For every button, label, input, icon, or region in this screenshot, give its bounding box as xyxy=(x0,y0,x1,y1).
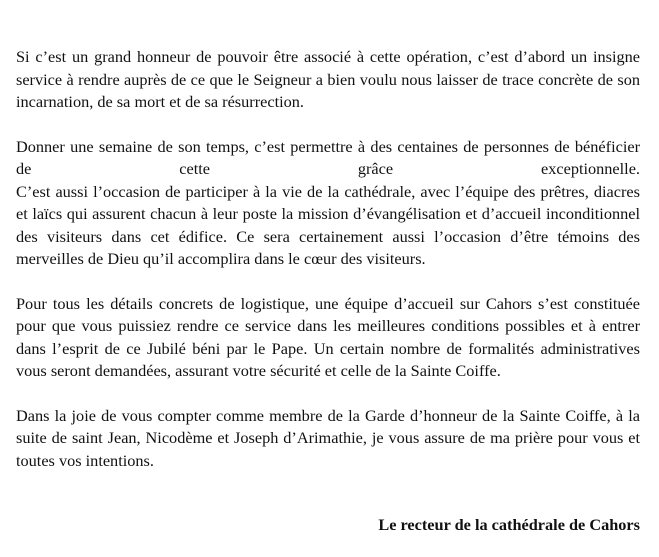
paragraph-logistique: Pour tous les détails concrets de logistique, une équipe d’accueil sur Cahors s’est constituée pour que vous puissiez rendre ce service dans les meilleures conditions possibles et à entrer dans l’esprit de ce Jubilé béni par le Pape. Un certain nombre de formalités administratives vous seront demandées, assurant votre sécurité et celle de la Sainte Coiffe. xyxy=(16,293,640,380)
letter-body xyxy=(16,46,640,472)
paragraph-priere: Dans la joie de vous compter comme membre de la Garde d’honneur de la Sainte Coiffe, à la suite de saint Jean, Nicodème et Joseph d’Arimathie, je vous assure de ma prière pour vous et toutes vos intentions. xyxy=(16,405,640,470)
paragraph-semaine-rest: C’est aussi l’occasion de participer à la vie de la cathédrale, avec l’équipe des prêtres, diacres et laïcs qui assurent chacun à leur poste la mission d’évangélisation et d’accueil inconditionnel des visiteurs dans cet édifice. Ce sera certainement aussi l’occasion d’être témoins des merveilles de Dieu qu’il accomplira dans le cœur des visiteurs. xyxy=(16,181,640,268)
paragraph-semaine-first-line: Donner une semaine de son temps, c’est permettre à des centaines de personnes de bénéficier de cette grâce exceptionnelle. xyxy=(16,136,640,178)
signature: Le recteur de la cathédrale de Cahors xyxy=(378,515,640,534)
paragraph-honneur: Si c’est un grand honneur de pouvoir être associé à cette opération, c’est d’abord un insigne service à rendre auprès de ce que le Seigneur a bien voulu nous laisser de trace concrète de son incarnation, de sa mort et de sa résurrection. xyxy=(16,47,640,111)
paragraph-semaine xyxy=(16,136,640,271)
